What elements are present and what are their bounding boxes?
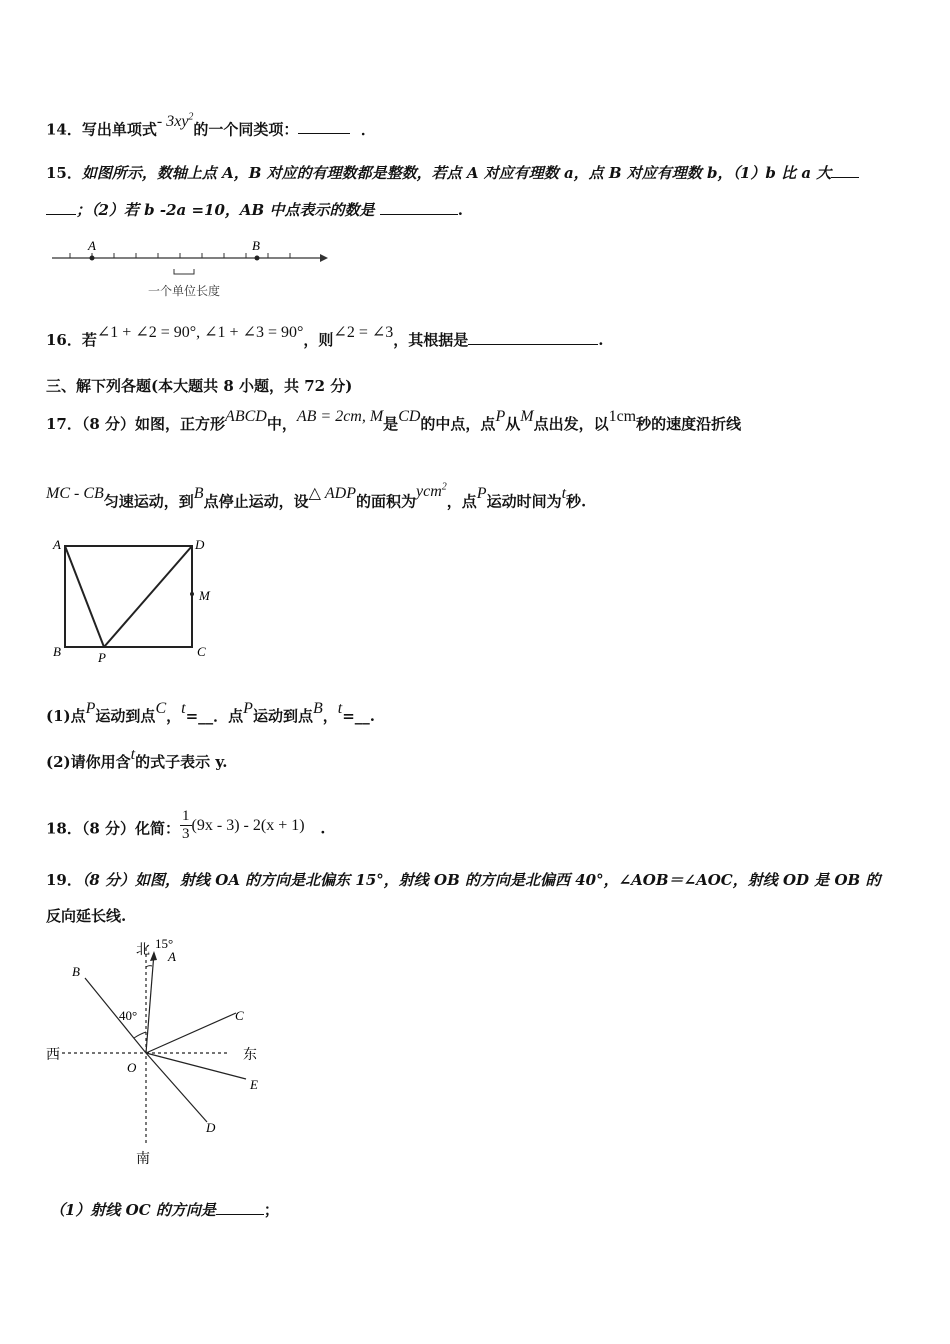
- q19-number: 19．: [46, 871, 82, 889]
- question-19-part1: （1）射线 OC 的方向是 ；: [50, 1201, 279, 1219]
- angle-arc-40: [134, 1032, 146, 1038]
- q16-text-1: 若: [81, 331, 97, 349]
- question-17-part1: (1)点P运动到点C，t=__．点P运动到点B，t=__.: [46, 700, 375, 725]
- ray-od: [146, 1053, 207, 1122]
- q14-number: 14．: [46, 120, 82, 139]
- point-a-label: A: [88, 238, 96, 253]
- q16-conclusion: ∠2 = ∠3: [333, 324, 394, 341]
- ray-oe: [146, 1053, 246, 1079]
- north-label: 北: [136, 942, 150, 958]
- section-3-title: 三、解下列各题(本大题共 8 小题，共 72 分): [46, 377, 353, 395]
- q18-number: 18．: [46, 819, 82, 838]
- point-b-dot: [255, 256, 260, 261]
- q16-text-3: ，其根据是: [393, 331, 469, 349]
- q18-text: （8 分）化简：: [81, 819, 181, 838]
- q14-text-2: 的一个同类项：: [193, 120, 299, 139]
- label-o: O: [127, 1060, 137, 1075]
- compass-figure: [40, 932, 280, 1172]
- q17-math-cd: CD: [398, 408, 421, 425]
- angle-40-label: 40°: [119, 1008, 138, 1023]
- q17-text: （8 分）如图，正方形: [81, 415, 226, 433]
- square-figure: [48, 534, 228, 666]
- ray-oa-arrow: [150, 951, 157, 961]
- q17-math-speed: 1cm: [608, 408, 637, 425]
- q15-blank-1b: [46, 200, 76, 215]
- point-a-dot: [90, 256, 95, 261]
- question-15-line2: [46, 200, 463, 220]
- question-19-line2: 反向延长线.: [46, 907, 127, 925]
- question-17-part2: (2)请你用含t的式子表示 y.: [46, 746, 228, 771]
- number-line-arrow: [320, 254, 328, 262]
- segment-ap: [65, 546, 104, 647]
- label-d: D: [206, 1120, 216, 1135]
- question-17: 17．（8 分）如图，正方形ABCD中，AB = 2cm, M是CD的中点，点P从M点出发，以1cm秒的速度沿折线: [46, 408, 742, 433]
- label-d: D: [195, 537, 205, 552]
- q15-blank-2: [380, 200, 458, 215]
- q14-text: 写出单项式: [81, 120, 157, 139]
- q15-text-2: ；（2）若 b -2a =10，AB 中点表示的数是: [76, 201, 375, 219]
- q15-number: 15．: [46, 164, 82, 182]
- q17-math-ab: AB = 2cm, M: [296, 408, 384, 425]
- west-label: 西: [46, 1047, 60, 1063]
- q19-line1: （8 分）如图，射线 OA 的方向是北偏东 15°，射线 OB 的方向是北偏西 40°，∠AOB＝∠AOC，射线 OD 是 OB 的: [81, 871, 881, 889]
- q17-math-triangle: △ ADP: [308, 485, 356, 503]
- q17-number: 17．: [46, 415, 82, 433]
- angle-15-label: 15°: [155, 936, 174, 951]
- q16-text-2: ，则: [303, 331, 334, 349]
- q14-end: ．: [360, 120, 376, 139]
- q17-math-area-unit: ycm$^2$: [416, 482, 447, 501]
- label-a: A: [168, 949, 176, 964]
- east-label: 东: [243, 1047, 257, 1063]
- q16-answer-blank: [468, 330, 598, 345]
- number-line-figure: [48, 238, 338, 302]
- angle-arc-15: [146, 966, 152, 967]
- south-label: 南: [136, 1151, 150, 1167]
- unit-length-caption: 一个单位长度: [148, 284, 221, 298]
- question-16: [46, 324, 604, 351]
- question-14: [46, 112, 376, 140]
- q14-monomial: - $3xy^2$: [156, 112, 194, 131]
- question-15: [46, 163, 859, 183]
- label-e: E: [250, 1077, 258, 1092]
- q15-line1: 如图所示，数轴上点 A，B 对应的有理数都是整数，若点 A 对应有理数 a，点 B 对应有理数 b，（1）b 比 a 大: [81, 164, 832, 182]
- point-b-label: B: [252, 238, 260, 253]
- q17-math-path: MC - CB: [46, 485, 104, 503]
- label-c: C: [197, 644, 206, 659]
- point-m-dot: [190, 592, 194, 596]
- ray-oc: [146, 1013, 236, 1053]
- q16-condition: ∠1 + ∠2 = 90°, ∠1 + ∠3 = 90°: [96, 324, 304, 341]
- unit-length-bracket: [174, 269, 194, 274]
- label-p: P: [98, 650, 106, 665]
- label-b: B: [53, 644, 61, 659]
- q16-end: .: [598, 331, 604, 349]
- q16-number: 16．: [46, 331, 82, 349]
- q14-answer-blank: [298, 119, 350, 134]
- q15-blank-1a: [831, 163, 859, 178]
- label-b: B: [72, 964, 80, 979]
- q19-part1-text: （1）射线 OC 的方向是: [50, 1201, 216, 1219]
- q18-fraction: $\frac{1}{3}$: [182, 808, 190, 842]
- label-m: M: [199, 588, 210, 603]
- segment-dp: [104, 546, 192, 647]
- ray-oa: [146, 953, 154, 1053]
- question-17-line2: MC - CB匀速运动，到B点停止运动，设△ ADP的面积为ycm$^2$，点P运动时间为t秒.: [46, 482, 587, 511]
- label-a: A: [53, 537, 61, 552]
- q15-end: .: [457, 201, 463, 219]
- q18-expression: (9x - 3) - 2(x + 1): [191, 816, 305, 834]
- question-18: 18．（8 分）化简： $\frac{1}{3}$ (9x - 3) - 2(x + 1) .: [46, 808, 326, 842]
- question-19: [46, 870, 880, 890]
- label-c: C: [235, 1008, 244, 1023]
- q17-math-abcd: ABCD: [225, 408, 267, 425]
- q19-answer-blank: [216, 1200, 264, 1215]
